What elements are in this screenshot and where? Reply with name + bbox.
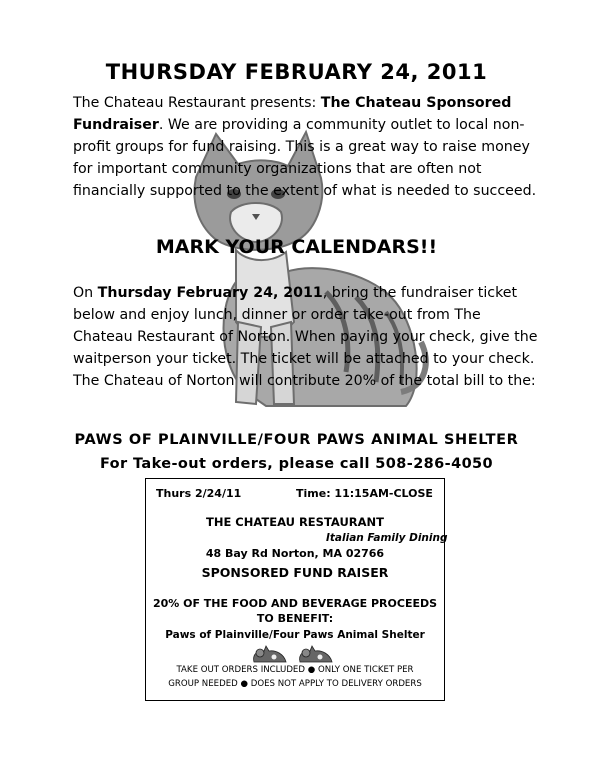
fundraiser-ticket bbox=[145, 478, 448, 701]
ticket-shelter: Paws of Plainville/Four Paws Animal Shelter bbox=[165, 629, 425, 641]
takeout-phone-line: For Take-out orders, please call 508-286-4050 bbox=[99, 456, 494, 472]
ticket-event: SPONSORED FUND RAISER bbox=[201, 565, 389, 580]
event-name: The Chateau Sponsored Fundraiser bbox=[73, 95, 512, 133]
details-paragraph bbox=[73, 282, 543, 392]
beneficiary-heading: PAWS OF PLAINVILLE/FOUR PAWS ANIMAL SHELTER bbox=[74, 432, 519, 448]
intro-body: . We are providing a community outlet to local non-profit groups for fund raising. This is a great way to raise money for important community organizations that are often not financially supported to the extent of what is needed to succeed. bbox=[73, 117, 537, 199]
details-lead: On bbox=[73, 285, 98, 301]
cats-icon bbox=[250, 642, 342, 666]
ticket-to-benefit: TO BENEFIT: bbox=[256, 612, 334, 625]
ticket-note-line2: GROUP NEEDED ● DOES NOT APPLY TO DELIVERY ORDERS bbox=[168, 679, 422, 689]
event-date: Thursday February 24, 2011 bbox=[97, 285, 323, 301]
ticket-proceeds: 20% OF THE FOOD AND BEVERAGE PROCEEDS bbox=[152, 597, 438, 610]
intro-lead: The Chateau Restaurant presents: bbox=[73, 95, 317, 111]
ticket-address: 48 Bay Rd Norton, MA 02766 bbox=[205, 547, 385, 560]
page-title: THURSDAY FEBRUARY 24, 2011 bbox=[105, 60, 488, 84]
ticket-date: Thurs 2/24/11 bbox=[156, 487, 242, 500]
calendar-heading: MARK YOUR CALENDARS!! bbox=[155, 236, 438, 258]
ticket-tagline: Italian Family Dining bbox=[326, 532, 448, 544]
details-body: , bring the fundraiser ticket below and enjoy lunch, dinner or order take-out from The Chateau Restaurant of Norton. When paying your check, give the waitperson your ticket. The ticket will be attached to your check. The Chateau of Norton will contribute 20% of the total bill to the: bbox=[73, 285, 538, 389]
ticket-restaurant-name: THE CHATEAU RESTAURANT bbox=[205, 515, 385, 529]
ticket-time: Time: 11:15AM-CLOSE bbox=[296, 487, 433, 500]
ticket-note-line1: TAKE OUT ORDERS INCLUDED ● ONLY ONE TICKET PER bbox=[176, 665, 414, 675]
intro-paragraph bbox=[73, 92, 543, 202]
